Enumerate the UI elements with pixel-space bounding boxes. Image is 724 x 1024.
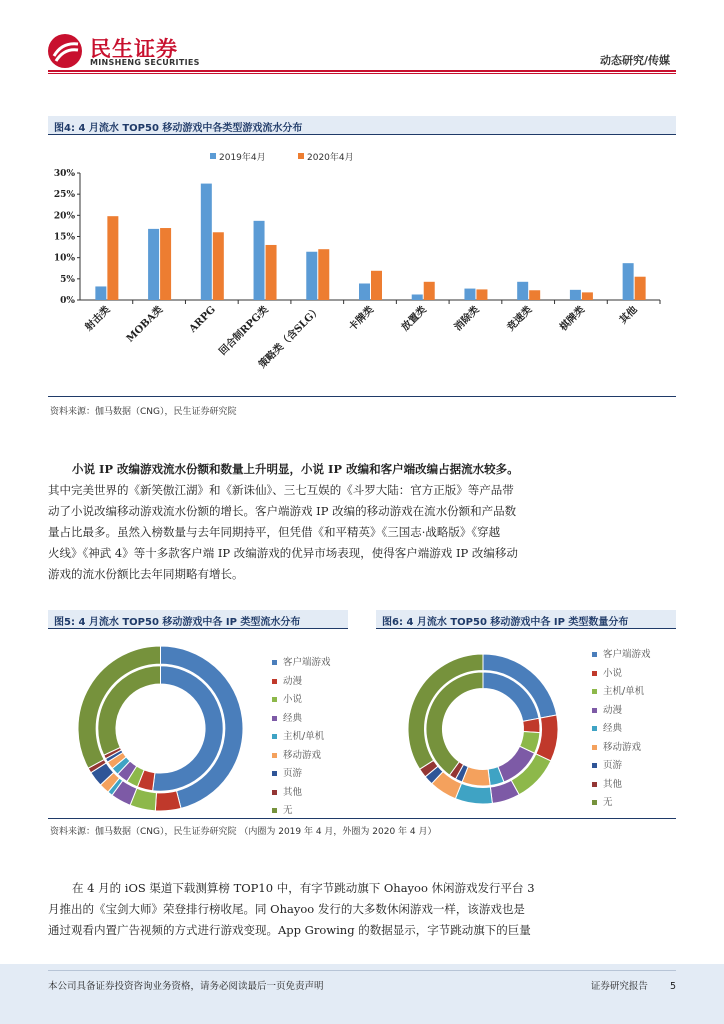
legend-swatch <box>210 153 216 159</box>
bar-2019 <box>464 289 475 300</box>
legend-swatch <box>592 652 597 657</box>
bar-2020 <box>160 228 171 300</box>
legend-swatch <box>272 697 277 702</box>
legend-item <box>272 784 331 803</box>
legend-item <box>592 646 651 665</box>
legend-label: 经典 <box>603 723 623 734</box>
x-tick-label: 射击类 <box>83 304 113 334</box>
bar-2019 <box>412 294 423 300</box>
x-tick-label: 其他 <box>617 304 640 327</box>
bar-2019 <box>570 290 581 300</box>
outer-ring-slice <box>455 783 492 804</box>
figure4-title: 图4: 4 月流水 TOP50 移动游戏中各类型游戏流水分布 <box>54 123 303 134</box>
legend-swatch <box>272 753 277 758</box>
legend-label: 2020年4月 <box>307 153 354 163</box>
footer-divider <box>48 970 676 971</box>
bar-2020 <box>107 216 118 300</box>
x-tick-label: ARPG <box>187 304 218 335</box>
header-divider-thin <box>48 73 676 74</box>
bar-2019 <box>517 282 528 300</box>
legend-swatch <box>592 763 597 768</box>
paragraph-line: 月推出的《宝剑大师》荣登排行榜收尾。同 Ohayoo 发行的大多数休闲游戏一样，该游戏也是 <box>48 902 525 916</box>
legend-label: 动漫 <box>283 675 303 687</box>
company-logo-icon <box>48 34 82 68</box>
legend-item <box>592 794 651 813</box>
legend-item <box>592 702 651 721</box>
legend-item <box>592 776 651 795</box>
x-tick-label: 放置类 <box>399 304 429 334</box>
legend-item <box>592 683 651 702</box>
legend-item <box>272 691 331 710</box>
paragraph-line: 在 4 月的 iOS 渠道下载测算榜 TOP10 中，有字节跳动旗下 Ohayoo 休闲游戏发行平台 3 <box>72 881 535 895</box>
legend-label: 小说 <box>603 667 623 679</box>
bar-2020 <box>476 289 487 300</box>
legend-swatch <box>298 153 304 159</box>
legend-swatch <box>272 771 277 776</box>
figure4-title-bar <box>48 116 676 135</box>
figure56-bottom-rule <box>48 818 676 819</box>
paragraph-line: 火线》《神武 4》等十多款客户端 IP 改编游戏的优异市场表现，使得客户端游戏 IP 改编移动 <box>48 546 518 560</box>
bar-2019 <box>201 184 212 300</box>
paragraph-line: 量占比最多。虽然入榜数量与去年同期持平，但凭借《和平精英》《三国志·战略版》《穿越 <box>48 525 501 539</box>
legend-label: 客户端游戏 <box>603 649 651 660</box>
y-tick-label: 10% <box>53 253 75 264</box>
paragraph-lead: 小说 IP 改编游戏流水份额和数量上升明显，小说 IP 改编和客户端改编占据流水较多。 <box>72 462 519 476</box>
y-tick-label: 15% <box>53 232 75 243</box>
y-tick-label: 25% <box>53 190 75 201</box>
legend-swatch <box>592 800 597 805</box>
bar-2020 <box>424 282 435 300</box>
legend-item <box>592 720 651 739</box>
bar-2019 <box>306 252 317 300</box>
legend-label: 无 <box>603 797 613 808</box>
bar-2020 <box>635 277 646 300</box>
figure6-legend <box>592 646 651 813</box>
bar-2020 <box>582 292 593 300</box>
body-paragraph-2 <box>48 878 676 941</box>
legend-item <box>592 757 651 776</box>
legend-label: 客户端游戏 <box>283 657 331 668</box>
legend-item <box>272 765 331 784</box>
legend-item <box>592 665 651 684</box>
footer-right <box>591 978 676 992</box>
header-divider <box>48 70 676 72</box>
x-tick-label: 消除类 <box>452 304 482 334</box>
legend-label: 动漫 <box>603 704 623 716</box>
legend-label: 其他 <box>283 786 303 798</box>
figure4-source: 资料来源：伽马数据（CNG），民生证券研究院 <box>50 407 237 417</box>
figure5-title: 图5: 4 月流水 TOP50 移动游戏中各 IP 类型流水分布 <box>54 617 301 628</box>
inner-ring-slice <box>523 718 540 732</box>
legend-swatch <box>592 745 597 750</box>
x-tick-label: 棋牌类 <box>558 304 588 334</box>
legend-label: 移动游戏 <box>283 749 322 761</box>
footer-report-type: 证券研究报告 <box>590 981 648 992</box>
legend-swatch <box>272 716 277 721</box>
legend-swatch <box>272 790 277 795</box>
legend-label: 页游 <box>283 768 303 779</box>
y-tick-label: 30% <box>53 169 75 179</box>
x-tick-label: MOBA类 <box>124 304 166 345</box>
legend-label: 页游 <box>603 760 623 771</box>
legend-item <box>592 739 651 758</box>
figure56-source: 资料来源：伽马数据（CNG），民生证券研究院 （内圈为 2019 年 4 月，外圈为 2020 年 4 月） <box>50 827 437 837</box>
legend-label: 无 <box>283 805 293 816</box>
logo-text-cn: 民生证券 <box>90 37 178 61</box>
figure6-donut-chart <box>408 654 558 804</box>
bar-2019 <box>254 221 265 300</box>
legend-swatch <box>272 679 277 684</box>
figure4-bar-chart <box>48 140 676 385</box>
bar-2019 <box>623 263 634 300</box>
paragraph-line: 其中完美世界的《新笑傲江湖》和《新诛仙》、三七互娱的《斗罗大陆：官方正版》等产品带 <box>48 483 514 497</box>
legend-label: 小说 <box>283 694 303 705</box>
x-tick-label: 竞速类 <box>505 304 535 334</box>
legend-swatch <box>272 808 277 813</box>
legend-label: 主机/单机 <box>283 731 325 742</box>
paragraph-line: 动了小说改编移动游戏流水份额的增长。客户端游戏 IP 改编的移动游戏在流水份额和产品数 <box>48 504 517 518</box>
legend-item <box>272 710 331 729</box>
legend-swatch <box>592 708 597 713</box>
body-paragraph-1 <box>48 459 676 585</box>
legend-swatch <box>592 671 597 676</box>
legend-label: 经典 <box>283 712 303 724</box>
bar-2020 <box>213 232 224 300</box>
legend-label: 移动游戏 <box>603 741 642 753</box>
legend-item <box>272 654 331 673</box>
legend-swatch <box>272 660 277 665</box>
bar-2020 <box>266 245 277 300</box>
x-tick-label: 策略类（含SLG） <box>257 304 324 371</box>
figure4-bottom-rule <box>48 396 676 397</box>
legend-swatch <box>592 726 597 731</box>
legend-label: 其他 <box>603 778 623 790</box>
legend-swatch <box>592 782 597 787</box>
bar-2019 <box>359 283 370 300</box>
outer-ring-slice <box>155 791 181 811</box>
footer-disclaimer: 本公司具备证券投资咨询业务资格，请务必阅读最后一页免责声明 <box>48 981 324 992</box>
x-tick-label: 回合制RPG类 <box>217 304 271 358</box>
figure6-title-bar <box>376 610 676 629</box>
paragraph-line: 通过观看内置广告视频的方式进行游戏变现。App Growing 的数据显示，字节跳动旗下的巨量 <box>48 923 531 937</box>
figure5-donut-chart <box>78 646 243 811</box>
figure5-title-bar <box>48 610 348 629</box>
bar-2020 <box>371 271 382 300</box>
footer-bar <box>0 964 724 1024</box>
header-category: 动态研究/传媒 <box>599 54 670 67</box>
x-tick-label: 卡牌类 <box>347 304 377 334</box>
y-tick-label: 20% <box>53 211 75 222</box>
logo-text-en: MINSHENG SECURITIES <box>90 58 200 67</box>
legend-swatch <box>272 734 277 739</box>
legend-item <box>272 673 331 692</box>
y-tick-label: 5% <box>60 274 75 285</box>
bar-2020 <box>318 249 329 300</box>
bar-2020 <box>529 290 540 300</box>
bar-2019 <box>148 229 159 300</box>
bar-2019 <box>95 286 106 300</box>
figure5-legend <box>272 654 331 821</box>
page-number: 5 <box>669 981 676 992</box>
y-tick-label: 0% <box>60 296 75 306</box>
legend-item <box>272 747 331 766</box>
legend-label: 主机/单机 <box>603 686 645 697</box>
paragraph-line: 游戏的流水份额比去年同期略有增长。 <box>48 567 244 581</box>
legend-swatch <box>592 689 597 694</box>
legend-label: 2019年4月 <box>219 153 266 163</box>
figure6-title: 图6: 4 月流水 TOP50 移动游戏中各 IP 类型数量分布 <box>382 617 629 628</box>
legend-item <box>272 728 331 747</box>
